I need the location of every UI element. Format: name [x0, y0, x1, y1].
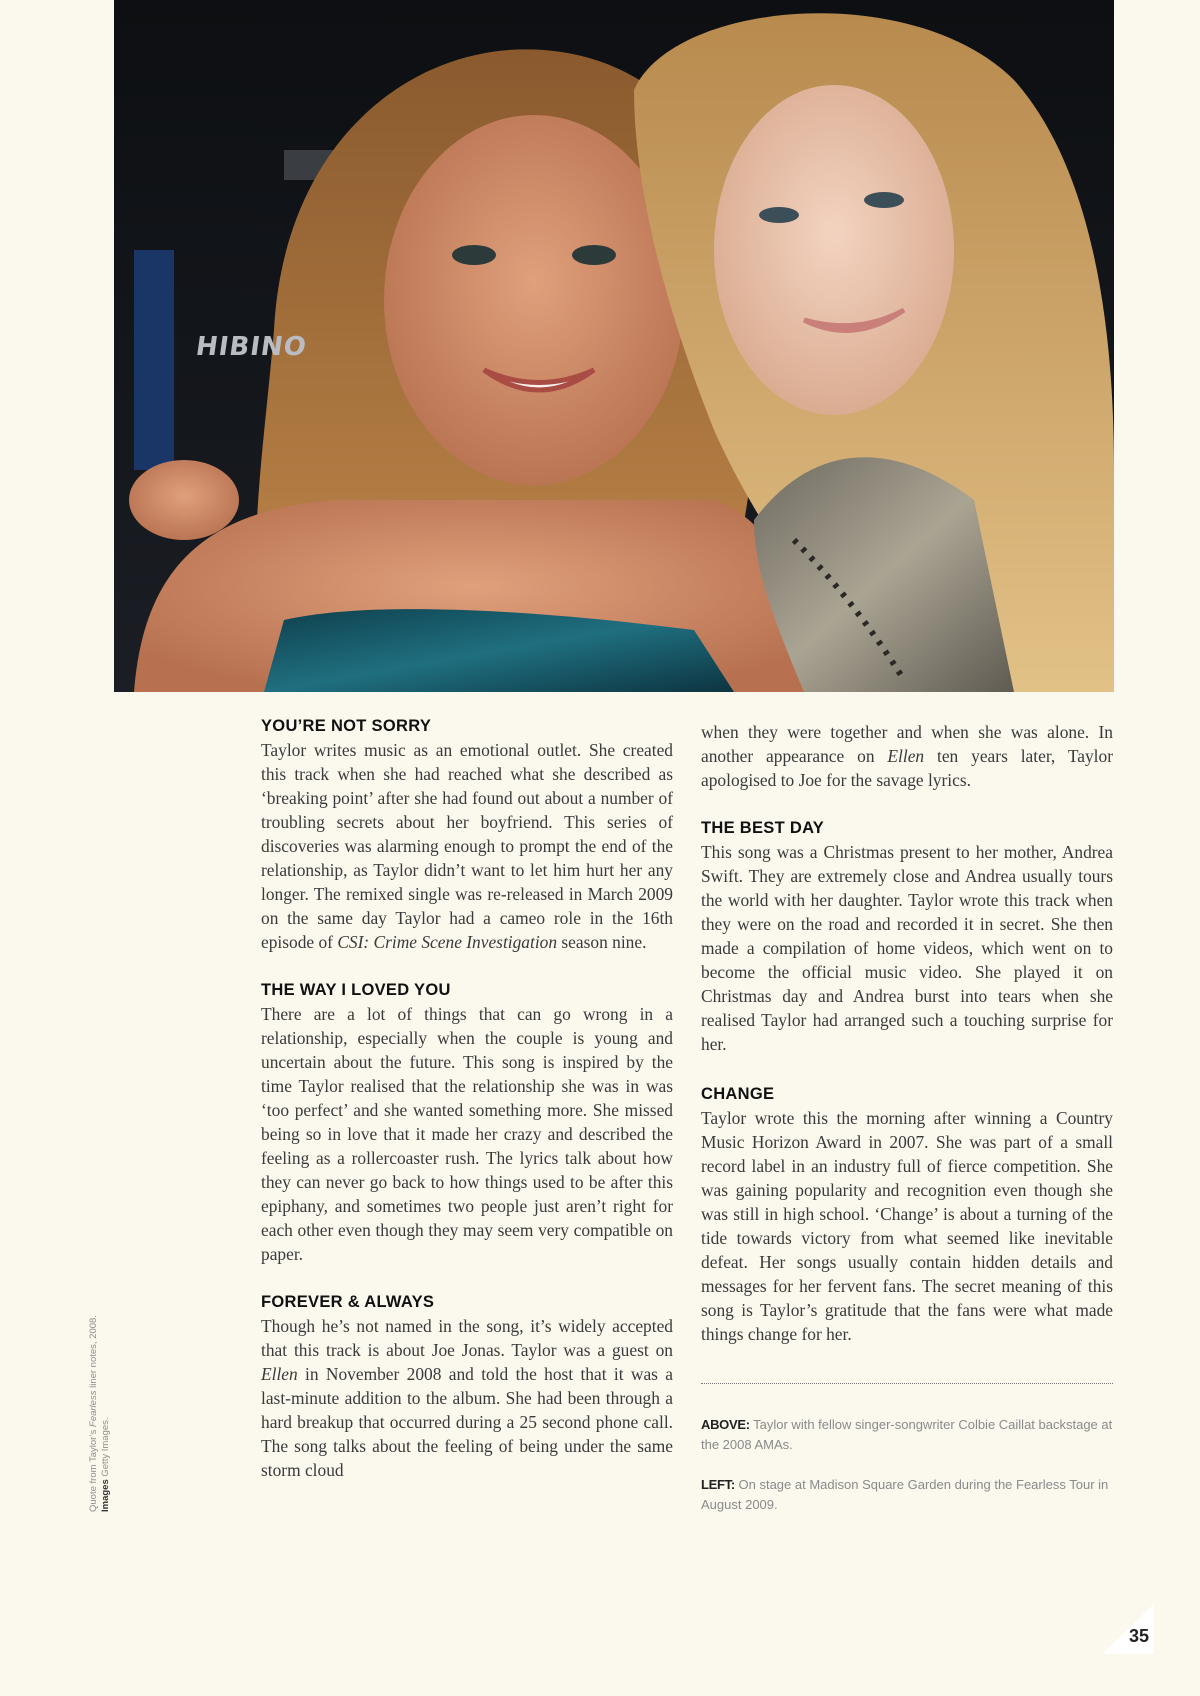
section-the-way-i-loved-you	[261, 978, 673, 1266]
section-the-best-day	[701, 816, 1113, 1056]
left-eye	[572, 245, 616, 265]
section-heading: CHANGE	[701, 1085, 775, 1103]
page-number: 35	[1129, 1626, 1150, 1646]
left-face	[384, 115, 684, 485]
section-heading: YOU’RE NOT SORRY	[261, 717, 432, 735]
credit-quote-line: Quote from Taylor’s Fearless liner notes, 2008.	[88, 1315, 99, 1512]
backdrop-sign: HIBINO	[193, 332, 309, 362]
caption-above: ABOVE: Taylor with fellow singer-songwriter Colbie Caillat backstage at the 2008 AMAs.	[701, 1417, 1113, 1452]
section-change	[701, 1082, 1113, 1346]
caption-divider	[701, 1383, 1113, 1384]
section-body: Though he’s not named in the song, it’s widely accepted that this track is about Joe Jonas. Taylor was a guest on Ellen in November 2008 and told the host that it was a last-minute addition to the album. She had been through a hard breakup that occurred during a 25 second phone call. The song talks about the feeling of being under the same storm cloud	[261, 1316, 673, 1480]
section-body: This song was a Christmas present to her mother, Andrea Swift. They are extremely close and Andrea usually tours the world with her daughter. Taylor wrote this track when they were on the road and recorded it in secret. She then made a compilation of home videos, which went on to become the official music video. She played it on Christmas day and Andrea burst into tears when she realised Taylor had arranged such a touching surprise for her.	[701, 842, 1113, 1054]
caption-left: LEFT: On stage at Madison Square Garden during the Fearless Tour in August 2009.	[701, 1477, 1109, 1512]
section-youre-not-sorry	[261, 714, 673, 954]
right-column	[701, 720, 1113, 1372]
blue-equipment	[134, 250, 174, 470]
photo-captions	[701, 1415, 1121, 1535]
photo-credit	[88, 1315, 112, 1512]
continued-text: when they were together and when she was alone. In another appearance on Ellen ten years later, Taylor apologised to Joe for the savage lyrics.	[701, 722, 1113, 790]
section-heading: THE WAY I LOVED YOU	[261, 981, 451, 999]
section-forever-and-always	[261, 1290, 673, 1482]
right-eye	[864, 192, 904, 208]
section-body: Taylor wrote this the morning after winning a Country Music Horizon Award in 2007. She was part of a small record label in an industry full of fierce competition. She was gaining popularity and recognition even though she was still in high school. ‘Change’ is about a turning of the tide towards victory from what seemed like inevitable defeat. Her songs usually contain hidden details and messages for her fervent fans. The secret meaning of this song is Taylor’s gratitude that the fans were what made things change for her.	[701, 1108, 1113, 1344]
left-eye	[452, 245, 496, 265]
right-face	[714, 85, 954, 415]
right-eye	[759, 207, 799, 223]
left-column	[261, 714, 673, 1506]
section-body: Taylor writes music as an emotional outlet. She created this track when she had reached what she described as ‘breaking point’ after she had found out about a number of troubling secrets about her boyfriend. This series of discoveries was alarming enough to prompt the end of the relationship, as Taylor didn’t want to let him hurt her any longer. The remixed single was re-released in March 2009 on the same day Taylor had a cameo role in the 16th episode of CSI: Crime Scene Investigation season nine.	[261, 740, 673, 952]
section-heading: THE BEST DAY	[701, 819, 825, 837]
hand	[129, 460, 239, 540]
credit-images-line: Images Getty Images.	[100, 1417, 111, 1512]
section-heading: FOREVER & ALWAYS	[261, 1293, 435, 1311]
section-body: There are a lot of things that can go wrong in a relationship, especially when the couple is young and uncertain about the future. This song is inspired by the time Taylor realised that the relationship she was in was ‘too perfect’ and she wanted something more. She missed being so in love that it made her crazy and described the feeling as a rollercoaster rush. The lyrics talk about how they can never go back to how things used to be after this epiphany, and sometimes two people just aren’t right for each other even though they may seem very compatible on paper.	[261, 1004, 673, 1264]
hero-photo	[114, 0, 1114, 692]
